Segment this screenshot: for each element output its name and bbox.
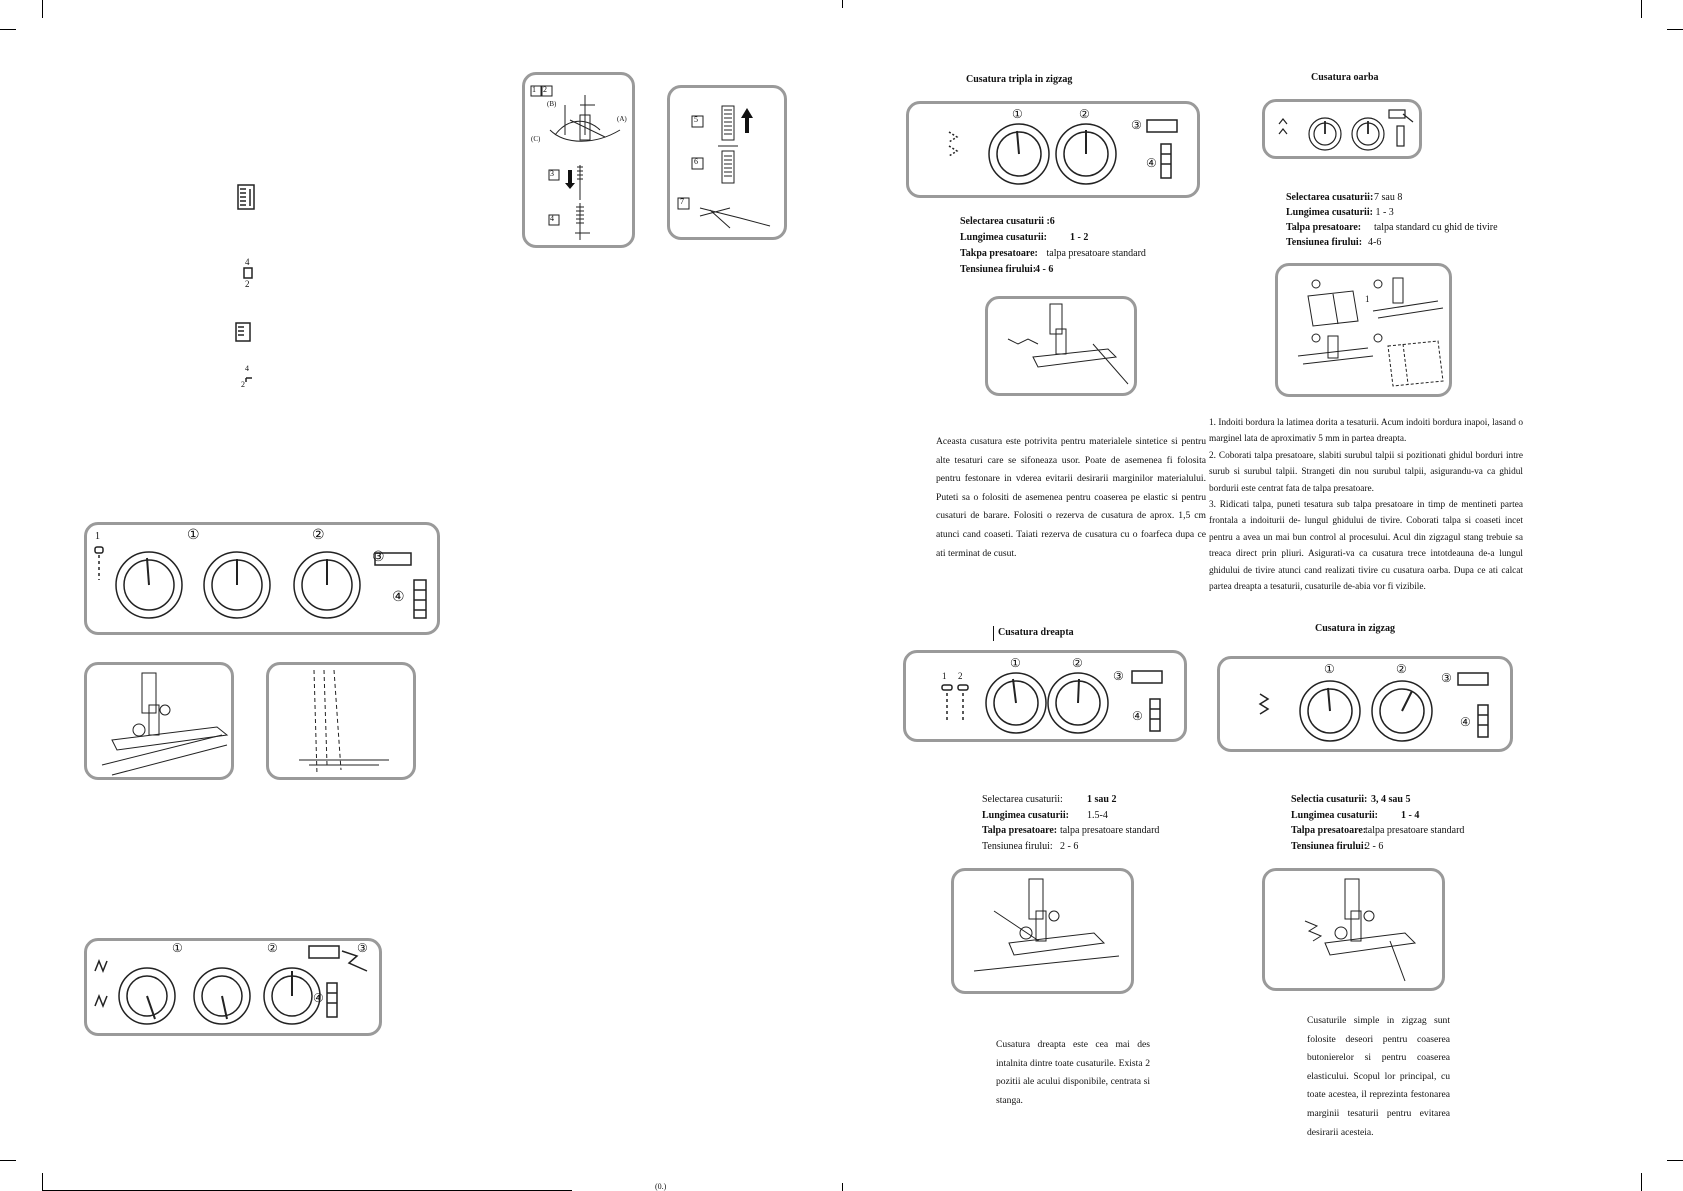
dial-panel-triple-zigzag bbox=[906, 101, 1200, 198]
dial-3-label: ③ bbox=[357, 941, 368, 955]
triple-zigzag-foot-illustration bbox=[985, 296, 1137, 396]
crop-mark bbox=[0, 1160, 16, 1161]
ref-label: (A) bbox=[617, 115, 627, 123]
dial-3-label: ③ bbox=[1441, 671, 1452, 685]
dial-4-label: ④ bbox=[1146, 156, 1157, 170]
crop-mark bbox=[42, 1173, 43, 1191]
fraction-bottom: 2 bbox=[241, 380, 245, 389]
section-title-blind: Cusatura oarba bbox=[1311, 72, 1379, 83]
section-title-triple-zigzag: Cusatura tripla in zigzag bbox=[966, 74, 1073, 85]
paragraph-straight: Cusatura dreapta este cea mai des intalnita dintre toate cusaturile. Exista 2 pozitii ale acului disponibile, centrata si stanga. bbox=[996, 1039, 1150, 1106]
needle-pos: 1 bbox=[95, 531, 100, 542]
needle-pos: 2 bbox=[958, 671, 963, 681]
ref-label: (C) bbox=[531, 135, 541, 143]
spec-label: Tensiunea firului: bbox=[1286, 237, 1363, 248]
spec-label: Lungimea cusaturii: bbox=[960, 232, 1047, 243]
straight-stitch-foot-illustration bbox=[951, 868, 1134, 994]
spec-value: 4-6 bbox=[1368, 237, 1382, 248]
spec-value: talpa presatoare standard bbox=[1060, 825, 1160, 836]
crop-mark bbox=[0, 29, 16, 30]
spec-label: Takpa presatoare: bbox=[960, 248, 1038, 259]
spec-value: 1 - 4 bbox=[1401, 809, 1420, 821]
zigzag-foot-illustration bbox=[1262, 868, 1445, 991]
spec-label: Lungimea cusaturii: bbox=[1291, 809, 1378, 821]
dial-panel-left bbox=[84, 522, 440, 635]
straight-stitch-foot-illustration bbox=[84, 662, 234, 780]
step-num: 2 bbox=[543, 85, 547, 94]
spec-value: 1.5-4 bbox=[1087, 809, 1108, 821]
spec-value: 3, 4 sau 5 bbox=[1371, 794, 1411, 805]
spec-value: 1 - 3 bbox=[1375, 207, 1394, 218]
spec-label: Talpa presatoare: bbox=[1291, 825, 1367, 836]
dial-1-label: ① bbox=[172, 941, 183, 955]
section-title-straight: Cusatura dreapta bbox=[998, 627, 1074, 638]
spec-label: Lungimea cusaturii: bbox=[982, 809, 1069, 821]
step-text: 3. Ridicati talpa, puneti tesatura sub talpa presatoare in timp de mentineti partea frontala a indoiturii de- lungul ghidului de tivire. Coborati talpa si coaseti incet pentru a avea un mai bun control al procesului. Acul din zigzagul stang trebuie sa treaca direct prin pliuri. Asigurati-va ca cusatura trece intotdeauna de-a lungul ghidului de tivire atunci cand realizati tivire cu cusatura oarba. Dupa ce ati calcat partea dreapta a tesaturii, cusaturile de-abia vor fi vizibile. bbox=[1209, 500, 1523, 593]
title-marker bbox=[993, 626, 994, 641]
spec-list-zigzag bbox=[1291, 792, 1521, 854]
spec-value: 4 - 6 bbox=[1035, 264, 1054, 275]
spec-label: Tensiunea firului: bbox=[960, 264, 1037, 275]
dial-1-label: ① bbox=[1012, 107, 1023, 121]
step-num: 7 bbox=[680, 197, 684, 206]
page-mark-text: (0.) bbox=[655, 1182, 667, 1191]
dial-panel-left-bottom bbox=[84, 938, 382, 1036]
spec-list-blind bbox=[1286, 190, 1536, 250]
dial-4-label: ④ bbox=[392, 590, 405, 605]
spec-label: Tensiunea firului: bbox=[1291, 840, 1368, 852]
dial-2-label: ② bbox=[1079, 107, 1090, 121]
dial-1-label: ① bbox=[1010, 656, 1021, 670]
spec-label: Talpa presatoare: bbox=[982, 825, 1058, 836]
crop-mark bbox=[1667, 1160, 1683, 1161]
dial-3-label: ③ bbox=[372, 550, 385, 565]
spec-label: Lungimea cusaturii: bbox=[1286, 207, 1373, 218]
step-num: 5 bbox=[694, 115, 698, 124]
crop-mark bbox=[1667, 29, 1683, 30]
spec-value: 1 - 2 bbox=[1070, 232, 1089, 243]
dial-2-label: ② bbox=[267, 941, 278, 955]
dial-2-label: ② bbox=[312, 528, 325, 543]
crop-mark bbox=[1641, 1173, 1642, 1191]
crop-mark bbox=[842, 0, 843, 8]
dial-panel-blind bbox=[1262, 99, 1422, 159]
step-num: 3 bbox=[550, 169, 554, 178]
spec-value: 1 sau 2 bbox=[1087, 794, 1117, 805]
fraction-bottom: 2 bbox=[245, 279, 250, 289]
spec-value: talpa standard cu ghid de tivire bbox=[1374, 222, 1498, 233]
fabric-seam-illustration bbox=[266, 662, 416, 780]
spec-label: Selectarea cusaturii: bbox=[1286, 192, 1374, 203]
step-text: 2. Coborati talpa presatoare, slabiti surubul talpii si pozitionati ghidul borduri intre surub si surubul talpii. Strangeti din nou surubul talpii, asigurandu-va ca ghidul bordurii este centrat fata de talpa presatoare. bbox=[1209, 450, 1523, 494]
blind-stitch-steps-illustration bbox=[1275, 263, 1452, 397]
dial-1-label: ① bbox=[1324, 662, 1335, 676]
dial-4-label: ④ bbox=[1460, 715, 1471, 729]
step-text: 1. Indoiti bordura la latimea dorita a tesaturii. Acum indoiti bordura inapoi, lasand o marginel lata de aproximativ 5 mm in partea dreapta. bbox=[1209, 418, 1523, 445]
section-title-zigzag: Cusatura in zigzag bbox=[1315, 623, 1395, 634]
spec-value: 7 sau 8 bbox=[1374, 192, 1403, 203]
spec-value: 2 - 6 bbox=[1060, 840, 1079, 852]
spec-label: Selectarea cusaturii: bbox=[982, 794, 1063, 805]
paragraph-triple-zigzag: Aceasta cusatura este potrivita pentru materialele sintetice si pentru alte tesaturi care se sifoneaza usor. Poate de asemenea fi folosita pentru festonare in vderea evitarii desirarii marginilor materialului. Puteti sa o folositi de asemenea pentru coaserea pe elastic si pentru cusaturi de barare. Folositi o rezerva de cusatura de aprox. 1,5 cm atunci cand coaseti. Taiati rezerva de cusatura cu o foarfeca dupa ce ati terminat de cusut. bbox=[936, 436, 1206, 559]
spec-label: Selectarea cusaturii :6 bbox=[960, 216, 1055, 227]
step-num: 1 bbox=[532, 85, 536, 94]
steps-blind bbox=[1209, 415, 1523, 595]
dial-4-label: ④ bbox=[1132, 709, 1143, 723]
step-num: 6 bbox=[694, 157, 698, 166]
needle-pos: 1 bbox=[942, 671, 947, 681]
dial-3-label: ③ bbox=[1131, 118, 1142, 132]
spec-label: Tensiunea firului: bbox=[982, 840, 1053, 852]
buttonhole-steps-1-4-figure bbox=[522, 72, 635, 248]
dial-1-label: ① bbox=[187, 528, 200, 543]
fraction-top: 4 bbox=[245, 257, 250, 267]
ref-label: (B) bbox=[547, 100, 557, 108]
dial-3-label: ③ bbox=[1113, 669, 1124, 683]
spec-value: 2 - 6 bbox=[1365, 840, 1384, 852]
step-num: 4 bbox=[550, 214, 554, 223]
spec-label: Talpa presatoare: bbox=[1286, 222, 1362, 233]
dial-4-label: ④ bbox=[313, 991, 324, 1005]
crop-mark bbox=[842, 1183, 843, 1191]
dial-2-label: ② bbox=[1072, 656, 1083, 670]
dial-panel-straight bbox=[903, 650, 1187, 742]
spec-list-triple-zigzag bbox=[960, 214, 1220, 278]
spec-value: talpa presatoare standard bbox=[1046, 248, 1146, 259]
dial-panel-zigzag bbox=[1217, 656, 1513, 752]
fraction-top: 4 bbox=[245, 364, 249, 373]
buttonhole-steps-5-7-figure bbox=[667, 85, 787, 240]
spec-label: Selectia cusaturii: bbox=[1291, 794, 1368, 805]
spec-list-straight bbox=[982, 792, 1212, 854]
paragraph-zigzag: Cusaturile simple in zigzag sunt folosite deseori pentru coaserea butonierelor si pentru coaserea elasticului. Scopul lor principal, cu toate acestea, il reprezinta festonarea marginii tesaturii pentru evitarea desirarii acesteia. bbox=[1307, 1015, 1450, 1138]
dial-2-label: ② bbox=[1396, 662, 1407, 676]
crop-mark bbox=[1641, 0, 1642, 18]
step-num: 1 bbox=[1365, 294, 1370, 304]
crop-mark bbox=[42, 0, 43, 18]
spec-value: talpa presatoare standard bbox=[1365, 825, 1465, 836]
